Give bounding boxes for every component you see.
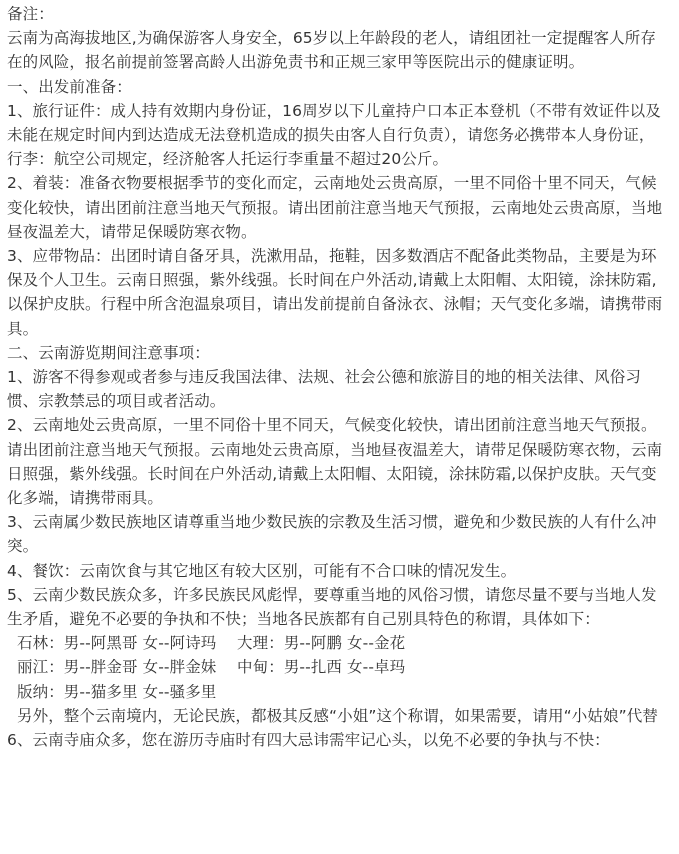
- section-1-item-3: 3、应带物品：出团时请自备牙具，洗漱用品，拖鞋，因多数酒店不配备此类物品，主要是为环保及个人卫生。云南日照强，紫外线强。长时间在户外活动,请戴上太阳帽、太阳镜，涂抹防霜,以保护皮肤。行程中所含泡温泉项目，请出发前提前自备泳衣、泳帽；天气变化多端，请携带雨具。: [7, 247, 663, 338]
- ethnic-names-line-3: 版纳：男--猫多里 女--骚多里: [17, 682, 217, 701]
- ethnic-names-line-1: 石林：男--阿黑哥 女--阿诗玛 大理：男--阿鹏 女--金花: [17, 634, 406, 653]
- section-1-title: 一、出发前准备：: [7, 77, 132, 96]
- section-2-item-2: 2、云南地处云贵高原，一里不同俗十里不同天，气候变化较快，请出团前注意当地天气预报。请出团前注意当地天气预报。云南地处云贵高原，当地昼夜温差大，请带足保暖防寒衣物，云南日照强，紫外线强。长时间在户外活动,请戴上太阳帽、太阳镜，涂抹防霜,以保护皮肤。天气变化多端，请携带雨具。: [7, 416, 663, 508]
- section-2-item-6: 6、云南寺庙众多，您在游历寺庙时有四大忌讳需牢记心头，以免不必要的争执与不快：: [7, 731, 610, 750]
- note-body: 云南为高海拔地区,为确保游客人身安全，65岁以上年龄段的老人，请组团社一定提醒客人所存在的风险，报名前提前签署高龄人出游免责书和正规三家甲等医院出示的健康证明。: [7, 29, 656, 72]
- section-2-item-1: 1、游客不得参观或者参与违反我国法律、法规、社会公德和旅游目的地的相关法律、风俗习惯、宗教禁忌的项目或者活动。: [7, 368, 641, 411]
- section-2-item-5: 5、云南少数民族众多，许多民族民风彪悍，要尊重当地的风俗习惯，请您尽量不要与当地人发生矛盾，避免不必要的争执和不快；当地各民族都有自己别具特色的称谓，具体如下：: [7, 585, 657, 629]
- ethnic-names-extra: 另外，整个云南境内，无论民族，都极其反感“小姐”这个称谓，如果需要，请用“小姑娘”代替: [17, 706, 658, 725]
- ethnic-names-line-2: 丽江：男--胖金哥 女--胖金妹 中甸：男--扎西 女--卓玛: [17, 658, 406, 677]
- section-1-item-1: 1、旅行证件：成人持有效期内身份证，16周岁以下儿童持户口本正本登机（不带有效证件以及未能在规定时间内到达造成无法登机造成的损失由客人自行负责），请您务必携带本人身份证，行李：航空公司规定，经济舱客人托运行李重量不超过20公斤。: [7, 101, 661, 169]
- note-title: 备注：: [7, 5, 54, 23]
- section-2-item-3: 3、云南属少数民族地区请尊重当地少数民族的宗教及生活习惯，避免和少数民族的人有什么冲突。: [7, 513, 657, 556]
- section-2-item-4: 4、餐饮：云南饮食与其它地区有较大区别，可能有不合口味的情况发生。: [7, 561, 517, 580]
- section-2-title: 二、云南游览期间注意事项：: [7, 343, 210, 362]
- section-1-item-2: 2、着装：准备衣物要根据季节的变化而定，云南地处云贵高原，一里不同俗十里不同天，气候变化较快，请出团前注意当地天气预报。请出团前注意当地天气预报，云南地处云贵高原，当地昼夜温差大，请带足保暖防寒衣物。: [7, 174, 663, 241]
